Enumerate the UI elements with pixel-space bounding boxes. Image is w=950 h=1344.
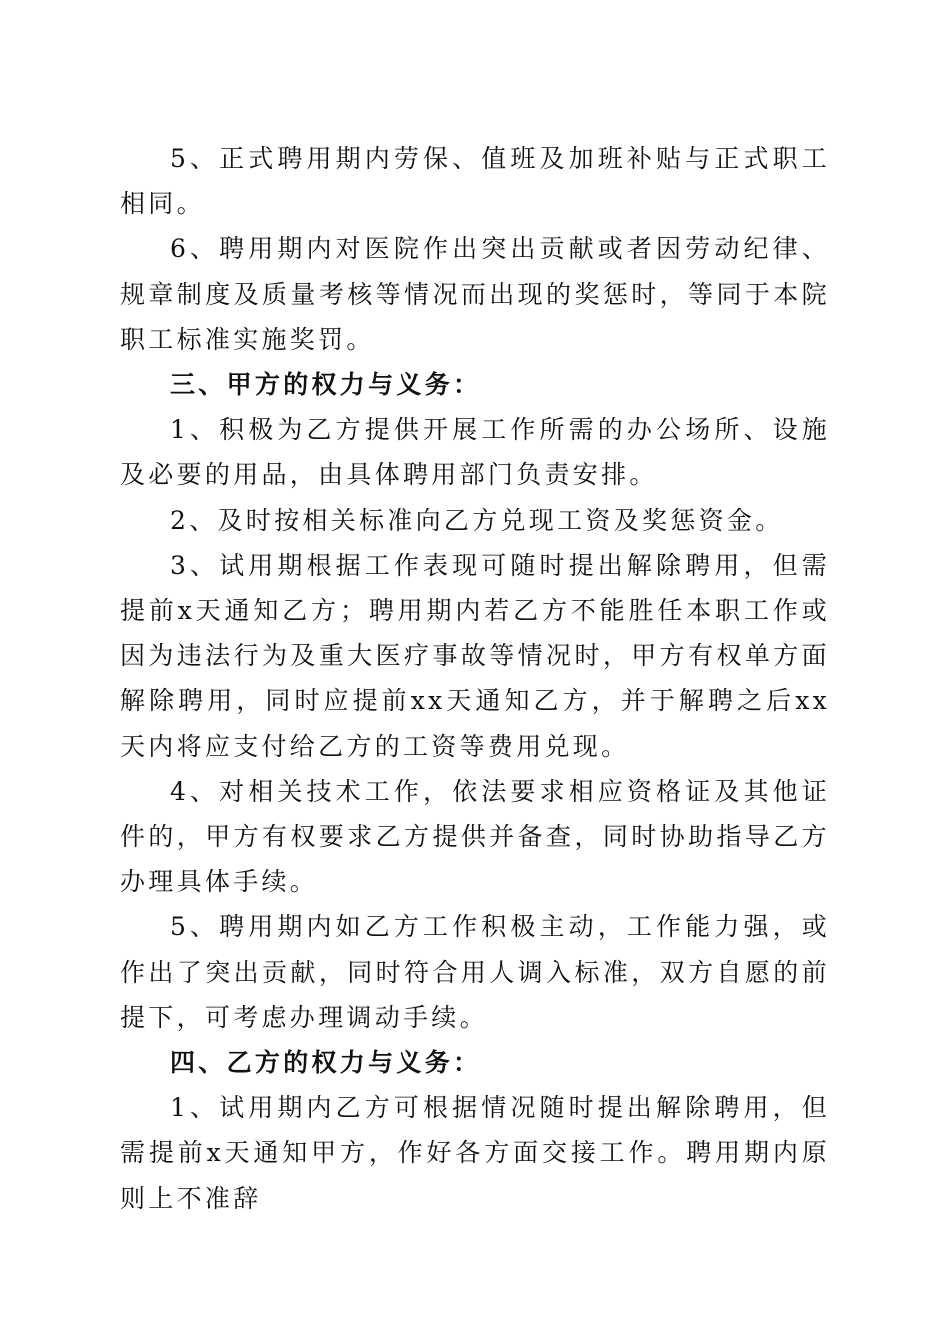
section-heading-party-b: 四、乙方的权力与义务： bbox=[170, 1048, 482, 1078]
paragraph-a1-office-facilities: 1、积极为乙方提供开展工作所需的办公场所、设施及必要的用品，由具体聘用部门负责安排。 bbox=[120, 415, 830, 490]
paragraph-a5-transfer: 5、聘用期内如乙方工作积极主动，工作能力强，或作出了突出贡献，同时符合用人调入标准，双方自愿的前提下，可考虑办理调动手续。 bbox=[120, 912, 830, 1032]
paragraph-a2-wage-payment: 2、及时按相关标准向乙方兑现工资及奖惩资金。 bbox=[170, 505, 784, 535]
paragraph-b1-resignation: 1、试用期内乙方可根据情况随时提出解除聘用，但需提前x天通知甲方，作好各方面交接工作。聘用期内原则上不准辞 bbox=[120, 1093, 830, 1213]
document-body bbox=[120, 136, 830, 1221]
section-heading-party-a: 三、甲方的权力与义务： bbox=[170, 370, 482, 400]
paragraph-5-labor-subsidy: 5、正式聘用期内劳保、值班及加班补贴与正式职工相同。 bbox=[120, 144, 830, 219]
paragraph-a4-certificates: 4、对相关技术工作，依法要求相应资格证及其他证件的，甲方有权要求乙方提供并备查，同时协助指导乙方办理具体手续。 bbox=[120, 776, 830, 897]
paragraph-6-rewards-penalties: 6、聘用期内对医院作出突出贡献或者因劳动纪律、规章制度及质量考核等情况而出现的奖惩时，等同于本院职工标准实施奖罚。 bbox=[120, 234, 830, 354]
paragraph-a3-termination: 3、试用期根据工作表现可随时提出解除聘用，但需提前x天通知乙方；聘用期内若乙方不能胜任本职工作或因为违法行为及重大医疗事故等情况时，甲方有权单方面解除聘用，同时应提前xx天通知乙方，并于解聘之后xx天内将应支付给乙方的工资等费用兑现。 bbox=[120, 550, 830, 761]
